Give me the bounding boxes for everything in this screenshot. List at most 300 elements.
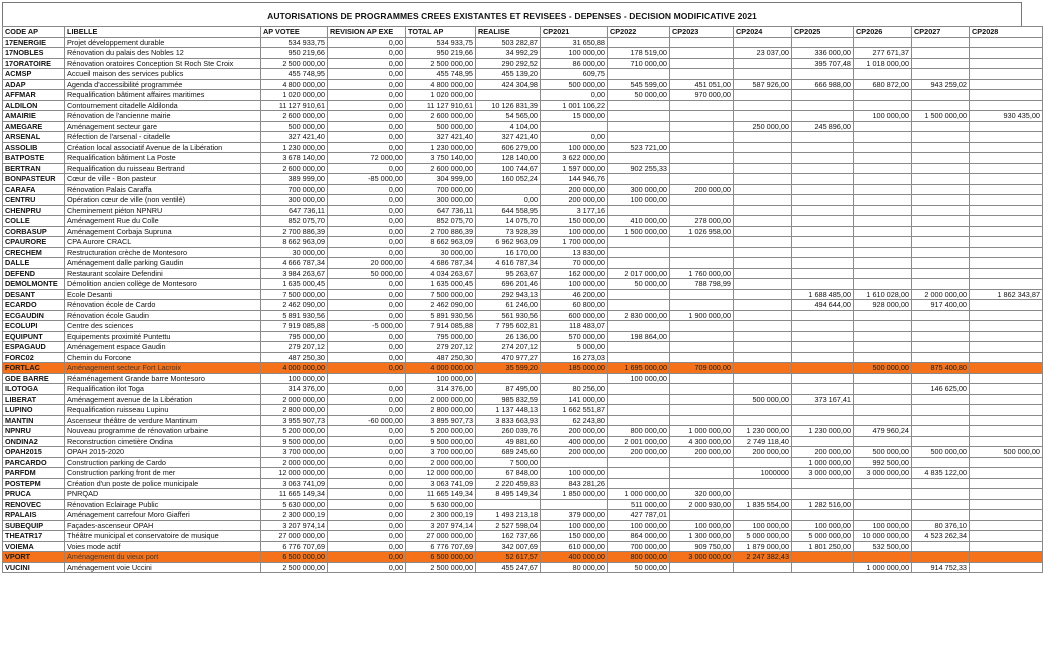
cell-realise: 100 744,67 bbox=[476, 163, 541, 174]
cell-cp2021: 185 000,00 bbox=[541, 363, 608, 374]
table-row bbox=[3, 352, 1043, 363]
cell-cp2026 bbox=[854, 153, 912, 164]
cell-cp2025 bbox=[792, 100, 854, 111]
cell-cp2028 bbox=[970, 79, 1043, 90]
cell-cp2025 bbox=[792, 184, 854, 195]
cell-cp2028 bbox=[970, 426, 1043, 437]
cell-cp2027: 1 500 000,00 bbox=[912, 111, 970, 122]
cell-cp2022 bbox=[608, 468, 670, 479]
table-row bbox=[3, 195, 1043, 206]
cell-cp2023 bbox=[670, 300, 734, 311]
cell-total-ap: 7 914 085,88 bbox=[406, 321, 476, 332]
cell-total-ap: 1 230 000,00 bbox=[406, 142, 476, 153]
cell-libelle: Ascenseur théâtre de verdure Mantinum bbox=[65, 415, 261, 426]
table-row bbox=[3, 121, 1043, 132]
cell-ap-votee: 4 800 000,00 bbox=[261, 79, 328, 90]
cell-cp2025: 1 000 000,00 bbox=[792, 457, 854, 468]
cell-revision-ap-exe: -5 000,00 bbox=[328, 321, 406, 332]
cell-cp2027: 146 625,00 bbox=[912, 384, 970, 395]
cell-revision-ap-exe: 0,00 bbox=[328, 58, 406, 69]
cell-cp2023: 2 000 930,00 bbox=[670, 499, 734, 510]
cell-revision-ap-exe: 0,00 bbox=[328, 69, 406, 80]
cell-revision-ap-exe: 0,00 bbox=[328, 37, 406, 48]
table-row bbox=[3, 552, 1043, 563]
cell-cp2027 bbox=[912, 226, 970, 237]
cell-code-ap: DEMOLMONTE bbox=[3, 279, 65, 290]
cell-cp2026 bbox=[854, 90, 912, 101]
cell-libelle: Aménagement carrefour Moro Giafferi bbox=[65, 510, 261, 521]
cell-cp2024: 2 749 118,40 bbox=[734, 436, 792, 447]
cell-cp2024: 2 247 382,43 bbox=[734, 552, 792, 563]
table-row bbox=[3, 111, 1043, 122]
table-row bbox=[3, 79, 1043, 90]
cell-cp2024 bbox=[734, 100, 792, 111]
table-row bbox=[3, 205, 1043, 216]
col-cp2025: CP2025 bbox=[792, 27, 854, 38]
cell-cp2021: 150 000,00 bbox=[541, 531, 608, 542]
cell-ap-votee: 11 665 149,34 bbox=[261, 489, 328, 500]
cell-revision-ap-exe: 0,00 bbox=[328, 132, 406, 143]
cell-cp2025 bbox=[792, 163, 854, 174]
cell-code-ap: THEATR17 bbox=[3, 531, 65, 542]
cell-cp2028 bbox=[970, 394, 1043, 405]
cell-cp2025: 1 801 250,00 bbox=[792, 541, 854, 552]
cell-cp2022 bbox=[608, 237, 670, 248]
cell-cp2026 bbox=[854, 499, 912, 510]
cell-cp2028 bbox=[970, 415, 1043, 426]
cell-cp2021: 200 000,00 bbox=[541, 447, 608, 458]
cell-cp2028 bbox=[970, 268, 1043, 279]
cell-cp2026 bbox=[854, 331, 912, 342]
cell-realise: 61 246,00 bbox=[476, 300, 541, 311]
cell-cp2023 bbox=[670, 373, 734, 384]
cell-cp2022 bbox=[608, 478, 670, 489]
cell-cp2023 bbox=[670, 510, 734, 521]
cell-cp2026 bbox=[854, 237, 912, 248]
cell-cp2026 bbox=[854, 247, 912, 258]
cell-cp2024 bbox=[734, 163, 792, 174]
col-cp2024: CP2024 bbox=[734, 27, 792, 38]
col-code-ap: CODE AP bbox=[3, 27, 65, 38]
cell-cp2026 bbox=[854, 37, 912, 48]
cell-ap-votee: 2 600 000,00 bbox=[261, 111, 328, 122]
table-row bbox=[3, 237, 1043, 248]
table-row bbox=[3, 37, 1043, 48]
cell-revision-ap-exe: 0,00 bbox=[328, 520, 406, 531]
cell-ap-votee: 1 020 000,00 bbox=[261, 90, 328, 101]
cell-cp2021: 500 000,00 bbox=[541, 79, 608, 90]
cell-cp2021: 60 800,00 bbox=[541, 300, 608, 311]
cell-realise: 644 558,95 bbox=[476, 205, 541, 216]
cell-cp2024 bbox=[734, 111, 792, 122]
cell-code-ap: ECGAUDIN bbox=[3, 310, 65, 321]
cell-cp2025 bbox=[792, 279, 854, 290]
cell-code-ap: ESPAGAUD bbox=[3, 342, 65, 353]
cell-cp2022 bbox=[608, 342, 670, 353]
cell-cp2021: 400 000,00 bbox=[541, 552, 608, 563]
cell-revision-ap-exe: 0,00 bbox=[328, 394, 406, 405]
cell-cp2026 bbox=[854, 121, 912, 132]
cell-cp2025 bbox=[792, 205, 854, 216]
cell-code-ap: FORC02 bbox=[3, 352, 65, 363]
cell-revision-ap-exe: 50 000,00 bbox=[328, 268, 406, 279]
cell-cp2023: 788 798,99 bbox=[670, 279, 734, 290]
cell-libelle: Chemin du Forcone bbox=[65, 352, 261, 363]
cell-cp2021: 80 256,00 bbox=[541, 384, 608, 395]
cell-ap-votee: 11 127 910,61 bbox=[261, 100, 328, 111]
cell-libelle: Aménagement Corbaja Supruna bbox=[65, 226, 261, 237]
cell-cp2027 bbox=[912, 415, 970, 426]
table-row bbox=[3, 363, 1043, 374]
table-row bbox=[3, 321, 1043, 332]
cell-cp2028 bbox=[970, 69, 1043, 80]
cell-revision-ap-exe: -60 000,00 bbox=[328, 415, 406, 426]
table-row bbox=[3, 531, 1043, 542]
cell-realise: 8 495 149,34 bbox=[476, 489, 541, 500]
cell-cp2025: 1 282 516,00 bbox=[792, 499, 854, 510]
cell-cp2027 bbox=[912, 499, 970, 510]
cell-total-ap: 4 034 263,67 bbox=[406, 268, 476, 279]
cell-cp2028 bbox=[970, 121, 1043, 132]
cell-cp2021: 31 650,88 bbox=[541, 37, 608, 48]
cell-realise: 10 126 831,39 bbox=[476, 100, 541, 111]
cell-cp2026: 10 000 000,00 bbox=[854, 531, 912, 542]
table-row bbox=[3, 394, 1043, 405]
cell-revision-ap-exe: 72 000,00 bbox=[328, 153, 406, 164]
cell-realise: 2 220 459,83 bbox=[476, 478, 541, 489]
cell-total-ap: 4 800 000,00 bbox=[406, 79, 476, 90]
cell-cp2028 bbox=[970, 153, 1043, 164]
cell-cp2025 bbox=[792, 384, 854, 395]
cell-cp2022 bbox=[608, 289, 670, 300]
cell-cp2021: 600 000,00 bbox=[541, 310, 608, 321]
cell-realise: 54 565,00 bbox=[476, 111, 541, 122]
cell-total-ap: 950 219,66 bbox=[406, 48, 476, 59]
table-row bbox=[3, 457, 1043, 468]
cell-cp2022 bbox=[608, 394, 670, 405]
cell-total-ap: 2 300 000,19 bbox=[406, 510, 476, 521]
cell-cp2023 bbox=[670, 331, 734, 342]
cell-cp2026: 992 500,00 bbox=[854, 457, 912, 468]
cell-ap-votee: 389 999,00 bbox=[261, 174, 328, 185]
cell-cp2021: 0,00 bbox=[541, 90, 608, 101]
cell-ap-votee: 2 000 000,00 bbox=[261, 457, 328, 468]
cell-cp2023 bbox=[670, 258, 734, 269]
cell-revision-ap-exe: 0,00 bbox=[328, 541, 406, 552]
cell-code-ap: DESANT bbox=[3, 289, 65, 300]
cell-ap-votee: 2 800 000,00 bbox=[261, 405, 328, 416]
cell-cp2026 bbox=[854, 510, 912, 521]
cell-cp2023: 709 000,00 bbox=[670, 363, 734, 374]
cell-cp2028 bbox=[970, 384, 1043, 395]
cell-cp2025: 336 000,00 bbox=[792, 48, 854, 59]
cell-code-ap: CENTRU bbox=[3, 195, 65, 206]
cell-cp2022: 710 000,00 bbox=[608, 58, 670, 69]
cell-cp2021: 13 830,00 bbox=[541, 247, 608, 258]
cell-cp2027 bbox=[912, 405, 970, 416]
cell-libelle: Requalification bâtiment affaires maritimes bbox=[65, 90, 261, 101]
cell-cp2025 bbox=[792, 436, 854, 447]
cell-cp2024 bbox=[734, 58, 792, 69]
cell-cp2023: 100 000,00 bbox=[670, 520, 734, 531]
cell-code-ap: ADAP bbox=[3, 79, 65, 90]
cell-cp2021: 5 000,00 bbox=[541, 342, 608, 353]
cell-code-ap: 17ORATOIRE bbox=[3, 58, 65, 69]
cell-revision-ap-exe: 0,00 bbox=[328, 111, 406, 122]
cell-cp2028 bbox=[970, 247, 1043, 258]
cell-total-ap: 7 500 000,00 bbox=[406, 289, 476, 300]
cell-cp2028 bbox=[970, 216, 1043, 227]
cell-cp2022 bbox=[608, 153, 670, 164]
cell-code-ap: PRUCA bbox=[3, 489, 65, 500]
cell-ap-votee: 3 678 140,00 bbox=[261, 153, 328, 164]
cell-cp2021: 1 662 551,87 bbox=[541, 405, 608, 416]
cell-cp2021 bbox=[541, 121, 608, 132]
cell-cp2027 bbox=[912, 121, 970, 132]
cell-cp2021: 1 597 000,00 bbox=[541, 163, 608, 174]
cell-ap-votee: 852 075,70 bbox=[261, 216, 328, 227]
cell-cp2023 bbox=[670, 321, 734, 332]
cell-cp2022 bbox=[608, 205, 670, 216]
cell-cp2027 bbox=[912, 352, 970, 363]
cell-revision-ap-exe: 0,00 bbox=[328, 436, 406, 447]
cell-total-ap: 2 000 000,00 bbox=[406, 457, 476, 468]
cell-realise: 7 795 602,81 bbox=[476, 321, 541, 332]
col-cp2026: CP2026 bbox=[854, 27, 912, 38]
cell-cp2023 bbox=[670, 237, 734, 248]
cell-cp2026 bbox=[854, 226, 912, 237]
cell-cp2028 bbox=[970, 468, 1043, 479]
cell-cp2025 bbox=[792, 342, 854, 353]
cell-ap-votee: 4 000 000,00 bbox=[261, 363, 328, 374]
cell-realise: 424 304,98 bbox=[476, 79, 541, 90]
cell-libelle: Construction parking front de mer bbox=[65, 468, 261, 479]
cell-realise: 985 832,59 bbox=[476, 394, 541, 405]
table-row bbox=[3, 153, 1043, 164]
cell-total-ap: 5 891 930,56 bbox=[406, 310, 476, 321]
cell-cp2025 bbox=[792, 352, 854, 363]
cell-cp2021: 70 000,00 bbox=[541, 258, 608, 269]
cell-cp2027 bbox=[912, 394, 970, 405]
cell-cp2026 bbox=[854, 184, 912, 195]
cell-cp2027 bbox=[912, 174, 970, 185]
cell-cp2023 bbox=[670, 58, 734, 69]
cell-revision-ap-exe: 0,00 bbox=[328, 289, 406, 300]
cell-cp2021: 100 000,00 bbox=[541, 142, 608, 153]
cell-cp2028 bbox=[970, 541, 1043, 552]
cell-ap-votee: 2 500 000,00 bbox=[261, 562, 328, 573]
table-row bbox=[3, 258, 1043, 269]
cell-ap-votee: 6 500 000,00 bbox=[261, 552, 328, 563]
cell-cp2027 bbox=[912, 552, 970, 563]
cell-cp2022: 50 000,00 bbox=[608, 90, 670, 101]
cell-cp2028 bbox=[970, 48, 1043, 59]
cell-cp2025: 245 896,00 bbox=[792, 121, 854, 132]
cell-cp2023 bbox=[670, 174, 734, 185]
cell-cp2022: 200 000,00 bbox=[608, 447, 670, 458]
cell-ap-votee: 7 500 000,00 bbox=[261, 289, 328, 300]
cell-cp2024 bbox=[734, 300, 792, 311]
cell-cp2026: 277 671,37 bbox=[854, 48, 912, 59]
cell-cp2027: 2 000 000,00 bbox=[912, 289, 970, 300]
cell-total-ap: 852 075,70 bbox=[406, 216, 476, 227]
cell-total-ap: 2 500 000,00 bbox=[406, 58, 476, 69]
cell-cp2026 bbox=[854, 100, 912, 111]
cell-cp2027 bbox=[912, 279, 970, 290]
cell-cp2028 bbox=[970, 489, 1043, 500]
cell-realise: 1 137 448,13 bbox=[476, 405, 541, 416]
cell-cp2025 bbox=[792, 268, 854, 279]
cell-cp2021: 100 000,00 bbox=[541, 48, 608, 59]
cell-cp2027 bbox=[912, 184, 970, 195]
cell-cp2026 bbox=[854, 279, 912, 290]
cell-cp2025 bbox=[792, 174, 854, 185]
cell-code-ap: LIBERAT bbox=[3, 394, 65, 405]
cell-libelle: Rénovation Palais Caraffa bbox=[65, 184, 261, 195]
cell-cp2024: 250 000,00 bbox=[734, 121, 792, 132]
cell-total-ap: 1 020 000,00 bbox=[406, 90, 476, 101]
cell-cp2021: 62 243,80 bbox=[541, 415, 608, 426]
cell-code-ap: CRECHEM bbox=[3, 247, 65, 258]
cell-cp2022: 1 695 000,00 bbox=[608, 363, 670, 374]
table-row bbox=[3, 310, 1043, 321]
cell-realise: 4 616 787,34 bbox=[476, 258, 541, 269]
cell-cp2021: 100 000,00 bbox=[541, 226, 608, 237]
col-cp2023: CP2023 bbox=[670, 27, 734, 38]
cell-realise: 128 140,00 bbox=[476, 153, 541, 164]
cell-libelle: Aménagement voie Uccini bbox=[65, 562, 261, 573]
cell-cp2024 bbox=[734, 342, 792, 353]
cell-cp2023: 451 051,00 bbox=[670, 79, 734, 90]
cell-realise: 327 421,40 bbox=[476, 132, 541, 143]
cell-realise: 6 962 963,09 bbox=[476, 237, 541, 248]
cell-code-ap: EQUIPUNT bbox=[3, 331, 65, 342]
cell-cp2023 bbox=[670, 562, 734, 573]
cell-libelle: Projet développement durable bbox=[65, 37, 261, 48]
table-row bbox=[3, 289, 1043, 300]
cell-cp2025 bbox=[792, 478, 854, 489]
cell-revision-ap-exe: 20 000,00 bbox=[328, 258, 406, 269]
cell-cp2028 bbox=[970, 174, 1043, 185]
cell-cp2027 bbox=[912, 37, 970, 48]
cell-cp2025: 1 688 485,00 bbox=[792, 289, 854, 300]
cell-cp2026: 1 000 000,00 bbox=[854, 562, 912, 573]
table-row bbox=[3, 342, 1043, 353]
cell-cp2024 bbox=[734, 142, 792, 153]
cell-total-ap: 300 000,00 bbox=[406, 195, 476, 206]
cell-cp2024: 500 000,00 bbox=[734, 394, 792, 405]
table-row bbox=[3, 58, 1043, 69]
cell-cp2026 bbox=[854, 216, 912, 227]
cell-libelle: Requalification ilot Toga bbox=[65, 384, 261, 395]
cell-cp2022: 800 000,00 bbox=[608, 426, 670, 437]
cell-realise: 689 245,60 bbox=[476, 447, 541, 458]
cell-libelle: Rénovation Eclairage Public bbox=[65, 499, 261, 510]
cell-cp2025 bbox=[792, 247, 854, 258]
cell-ap-votee: 500 000,00 bbox=[261, 121, 328, 132]
cell-cp2027: 917 400,00 bbox=[912, 300, 970, 311]
cell-cp2022: 100 000,00 bbox=[608, 520, 670, 531]
cell-revision-ap-exe: 0,00 bbox=[328, 216, 406, 227]
cell-libelle: Rénovation école Gaudin bbox=[65, 310, 261, 321]
cell-cp2024: 1 835 554,00 bbox=[734, 499, 792, 510]
cell-revision-ap-exe bbox=[328, 373, 406, 384]
cell-libelle: Aménagement espace Gaudin bbox=[65, 342, 261, 353]
cell-cp2025 bbox=[792, 142, 854, 153]
cell-cp2024 bbox=[734, 205, 792, 216]
cell-code-ap: ECOLUPI bbox=[3, 321, 65, 332]
cell-revision-ap-exe: 0,00 bbox=[328, 352, 406, 363]
cell-cp2023: 1 026 958,00 bbox=[670, 226, 734, 237]
cell-cp2027 bbox=[912, 205, 970, 216]
cell-cp2024: 587 926,00 bbox=[734, 79, 792, 90]
cell-cp2026 bbox=[854, 415, 912, 426]
cell-cp2028 bbox=[970, 205, 1043, 216]
cell-cp2024 bbox=[734, 562, 792, 573]
cell-cp2028 bbox=[970, 552, 1043, 563]
cell-realise: 14 075,70 bbox=[476, 216, 541, 227]
cell-cp2024: 100 000,00 bbox=[734, 520, 792, 531]
cell-ap-votee: 3 955 907,73 bbox=[261, 415, 328, 426]
cell-cp2023 bbox=[670, 352, 734, 363]
cell-cp2026: 1 018 000,00 bbox=[854, 58, 912, 69]
cell-cp2028 bbox=[970, 226, 1043, 237]
cell-cp2024 bbox=[734, 216, 792, 227]
cell-total-ap: 487 250,30 bbox=[406, 352, 476, 363]
cell-code-ap: CORBASUP bbox=[3, 226, 65, 237]
cell-code-ap: CHENPRU bbox=[3, 205, 65, 216]
cell-cp2024 bbox=[734, 195, 792, 206]
cell-cp2023 bbox=[670, 111, 734, 122]
cell-cp2026 bbox=[854, 268, 912, 279]
cell-ap-votee: 2 700 886,39 bbox=[261, 226, 328, 237]
cell-realise: 3 833 663,93 bbox=[476, 415, 541, 426]
cell-cp2021: 46 200,00 bbox=[541, 289, 608, 300]
table-row bbox=[3, 405, 1043, 416]
cell-realise: 67 848,00 bbox=[476, 468, 541, 479]
cell-revision-ap-exe: 0,00 bbox=[328, 457, 406, 468]
cell-cp2025 bbox=[792, 321, 854, 332]
cell-cp2026 bbox=[854, 258, 912, 269]
cell-ap-votee: 647 736,11 bbox=[261, 205, 328, 216]
cell-cp2021: 118 483,07 bbox=[541, 321, 608, 332]
cell-cp2024: 1 879 000,00 bbox=[734, 541, 792, 552]
cell-realise: 455 247,67 bbox=[476, 562, 541, 573]
table-row bbox=[3, 447, 1043, 458]
cell-total-ap: 11 127 910,61 bbox=[406, 100, 476, 111]
cell-cp2023: 320 000,00 bbox=[670, 489, 734, 500]
cell-cp2023 bbox=[670, 415, 734, 426]
cell-cp2021: 100 000,00 bbox=[541, 279, 608, 290]
cell-cp2024 bbox=[734, 321, 792, 332]
cell-cp2024 bbox=[734, 384, 792, 395]
cell-cp2026 bbox=[854, 174, 912, 185]
cell-libelle: Théâtre municipal et conservatoire de musique bbox=[65, 531, 261, 542]
cell-cp2028 bbox=[970, 195, 1043, 206]
cell-libelle: Aménagement avenue de la Libération bbox=[65, 394, 261, 405]
cell-cp2024 bbox=[734, 478, 792, 489]
cell-total-ap: 327 421,40 bbox=[406, 132, 476, 143]
cell-revision-ap-exe: 0,00 bbox=[328, 331, 406, 342]
cell-cp2021: 3 177,16 bbox=[541, 205, 608, 216]
spreadsheet bbox=[2, 2, 1040, 573]
cell-ap-votee: 2 462 090,00 bbox=[261, 300, 328, 311]
cell-cp2022: 902 255,33 bbox=[608, 163, 670, 174]
cell-cp2024: 1000000 bbox=[734, 468, 792, 479]
cell-cp2028 bbox=[970, 258, 1043, 269]
col-revision-ap-exe: REVISION AP EXE bbox=[328, 27, 406, 38]
cell-total-ap: 5 630 000,00 bbox=[406, 499, 476, 510]
